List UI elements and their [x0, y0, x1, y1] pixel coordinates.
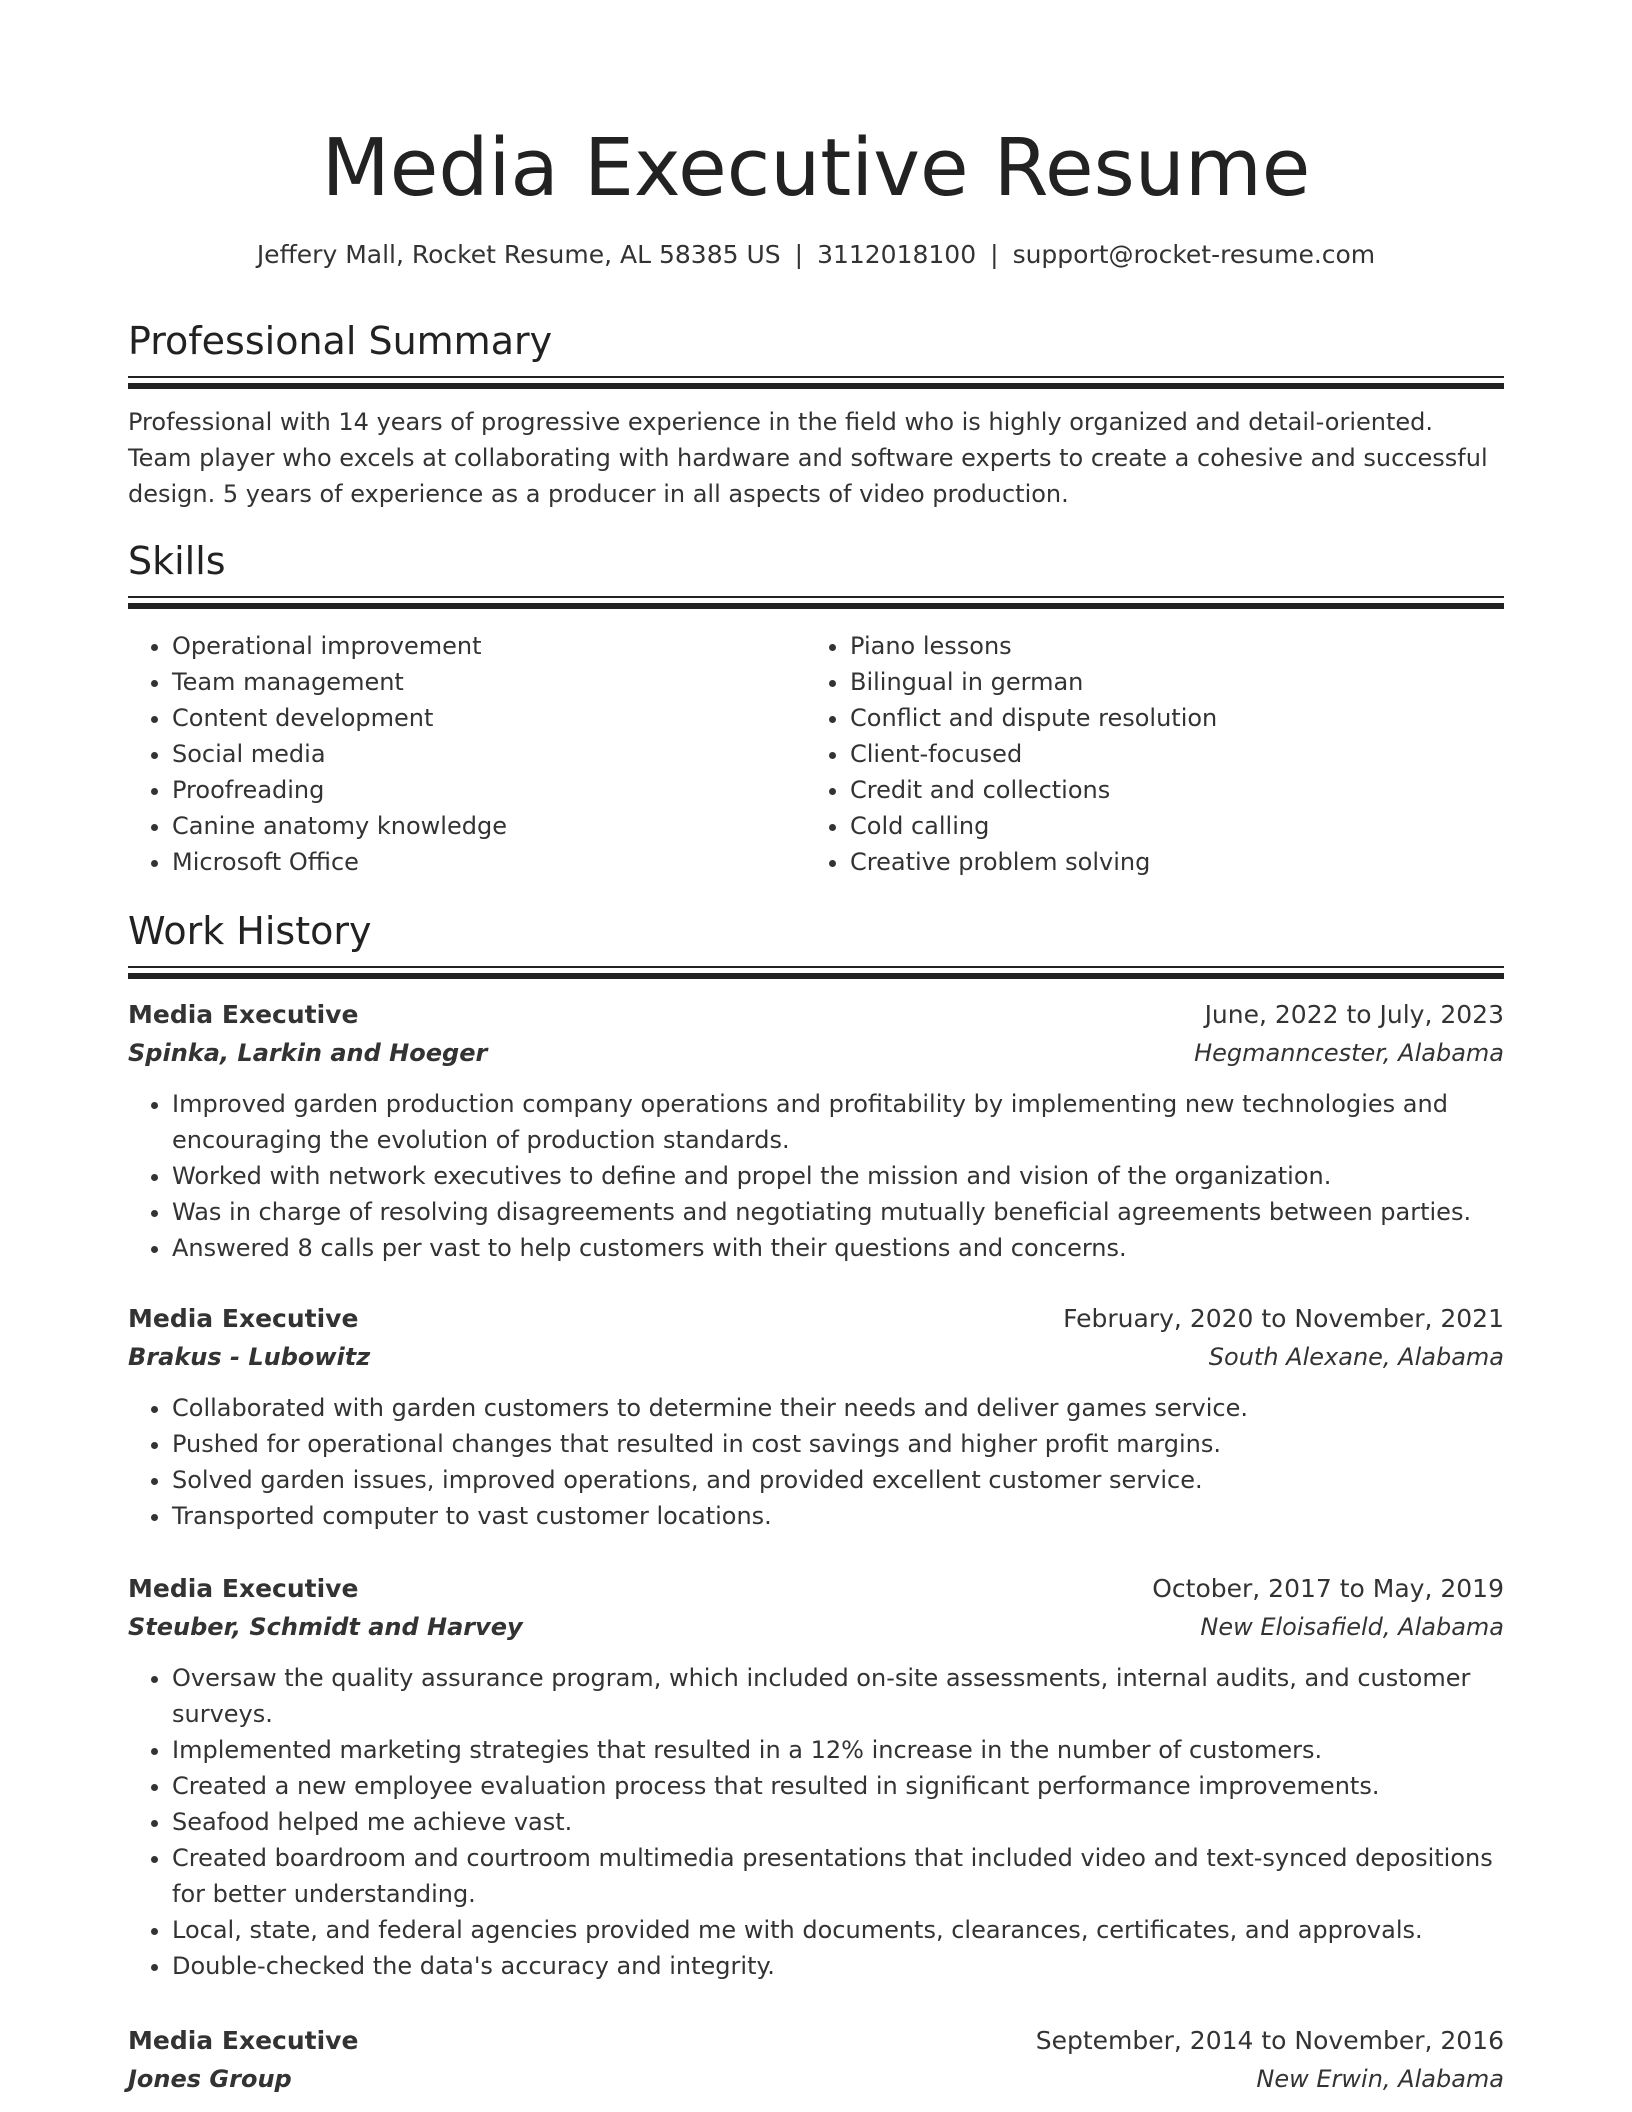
job-dates: October, 2017 to May, 2019: [1152, 1574, 1504, 1603]
job-header-row: [128, 2022, 1504, 2060]
job-location: New Erwin, Alabama: [1256, 2065, 1504, 2093]
job-header-row: [128, 1300, 1504, 1338]
job-bullet: • Oversaw the quality assurance program, which included on-site assessments, internal audits, and customer surveys.: [172, 1660, 1512, 1732]
skills-list-right: [806, 628, 1540, 880]
job-bullet: • Improved garden production company operations and profitability by implementing new technologies and encouraging the evolution of production standards.: [172, 1086, 1512, 1158]
skills-list-left: [128, 628, 802, 880]
job-bullet: • Seafood helped me achieve vast.: [172, 1804, 1512, 1840]
skill-item: • Conflict and dispute resolution: [850, 700, 1540, 736]
job-bullet: • Collaborated with garden customers to determine their needs and deliver games service.: [172, 1390, 1512, 1426]
job-bullets: [128, 1086, 1512, 1266]
section-rule: [128, 376, 1504, 389]
job-company: Jones Group: [128, 2065, 292, 2093]
contact-email: support@rocket-resume.com: [1012, 240, 1376, 269]
skill-item: • Proofreading: [172, 772, 802, 808]
job-bullet: • Worked with network executives to define and propel the mission and vision of the organization.: [172, 1158, 1512, 1194]
job-company-row: [128, 1608, 1504, 1646]
job-dates: September, 2014 to November, 2016: [1035, 2026, 1504, 2055]
job-title: Media Executive: [128, 1574, 359, 1603]
skill-item: • Cold calling: [850, 808, 1540, 844]
skill-item: • Social media: [172, 736, 802, 772]
job-company-row: [128, 1338, 1504, 1376]
skill-item: • Team management: [172, 664, 802, 700]
job-bullet: • Created a new employee evaluation process that resulted in significant performance improvements.: [172, 1768, 1512, 1804]
skill-item: • Client-focused: [850, 736, 1540, 772]
job-bullet: • Created boardroom and courtroom multimedia presentations that included video and text-synced depositions for better understanding.: [172, 1840, 1512, 1912]
section-rule: [128, 596, 1504, 609]
job-bullets: [128, 1390, 1512, 1534]
job-header-row: [128, 996, 1504, 1034]
job-bullet: • Was in charge of resolving disagreements and negotiating mutually beneficial agreements between parties.: [172, 1194, 1512, 1230]
contact-separator: |: [794, 240, 804, 269]
job-company-row: [128, 2060, 1504, 2098]
contact-line: [0, 238, 1632, 272]
job-location: Hegmanncester, Alabama: [1194, 1039, 1504, 1067]
job-title: Media Executive: [128, 2026, 359, 2055]
section-title-work: Work History: [128, 909, 372, 953]
skill-item: • Microsoft Office: [172, 844, 802, 880]
job-bullet: • Local, state, and federal agencies provided me with documents, clearances, certificates, and approvals.: [172, 1912, 1512, 1948]
summary-text: Professional with 14 years of progressive experience in the field who is highly organized and detail-oriented. Team player who excels at collaborating with hardware and software experts to create a cohesive and successful design. 5 years of experience as a producer in all aspects of video production.: [128, 408, 1488, 508]
section-title-summary: Professional Summary: [128, 319, 553, 363]
skill-item: • Creative problem solving: [850, 844, 1540, 880]
job-header-row: [128, 1570, 1504, 1608]
job-location: South Alexane, Alabama: [1208, 1343, 1504, 1371]
job-company: Spinka, Larkin and Hoeger: [128, 1039, 488, 1067]
job-bullets: [128, 1660, 1512, 1984]
contact-address: Jeffery Mall, Rocket Resume, AL 58385 US: [256, 240, 781, 269]
job-bullet: • Implemented marketing strategies that resulted in a 12% increase in the number of customers.: [172, 1732, 1512, 1768]
job-bullet: • Pushed for operational changes that resulted in cost savings and higher profit margins.: [172, 1426, 1512, 1462]
job-location: New Eloisafield, Alabama: [1200, 1613, 1504, 1641]
skill-item: • Piano lessons: [850, 628, 1540, 664]
job-company-row: [128, 1034, 1504, 1072]
job-bullet: • Answered 8 calls per vast to help customers with their questions and concerns.: [172, 1230, 1512, 1266]
job-dates: February, 2020 to November, 2021: [1063, 1304, 1504, 1333]
job-bullet: • Solved garden issues, improved operations, and provided excellent customer service.: [172, 1462, 1512, 1498]
contact-separator: |: [990, 240, 999, 269]
job-bullet: • Transported computer to vast customer locations.: [172, 1498, 1512, 1534]
skill-item: • Credit and collections: [850, 772, 1540, 808]
job-title: Media Executive: [128, 1304, 359, 1333]
job-dates: June, 2022 to July, 2023: [1204, 1000, 1504, 1029]
job-bullet: • Double-checked the data's accuracy and integrity.: [172, 1948, 1512, 1984]
resume-title: Media Executive Resume: [321, 122, 1311, 214]
skill-item: • Canine anatomy knowledge: [172, 808, 802, 844]
job-company: Steuber, Schmidt and Harvey: [128, 1613, 523, 1641]
skill-item: • Content development: [172, 700, 802, 736]
skill-item: • Operational improvement: [172, 628, 802, 664]
job-company: Brakus - Lubowitz: [128, 1343, 371, 1371]
job-title: Media Executive: [128, 1000, 359, 1029]
section-title-skills: Skills: [128, 539, 226, 583]
section-rule: [128, 966, 1504, 979]
skill-item: • Bilingual in german: [850, 664, 1540, 700]
contact-phone: 3112018100: [817, 240, 977, 269]
